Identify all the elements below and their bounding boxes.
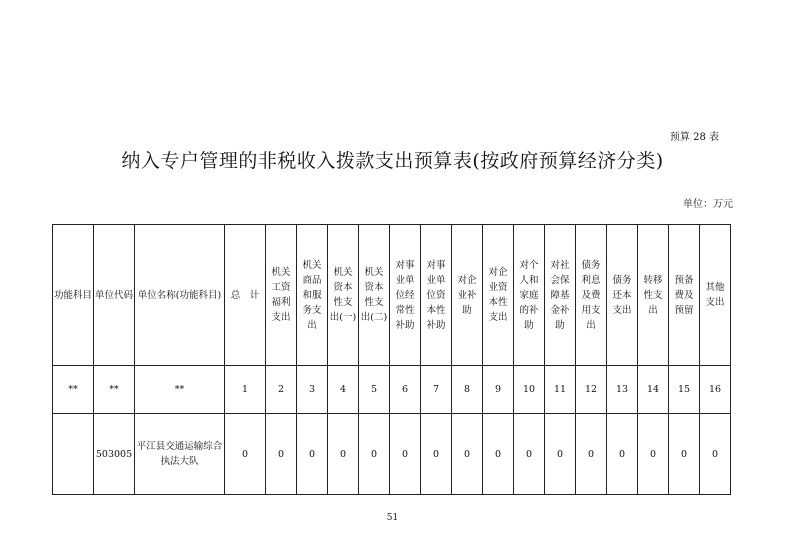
table-cell: 0: [700, 414, 731, 495]
header-cell: 对事业单位资本性补助: [421, 225, 452, 366]
table-cell: 0: [576, 414, 607, 495]
header-cell: 对社会保障基金补助: [545, 225, 576, 366]
header-cell: 功能科目: [53, 225, 94, 366]
header-cell: 债务利息及费用支出: [576, 225, 607, 366]
table-cell: 0: [390, 414, 421, 495]
header-row: [53, 225, 731, 366]
header-cell: 机关资本性支出(二): [359, 225, 390, 366]
table-cell: 0: [607, 414, 638, 495]
index-cell: 5: [359, 366, 390, 414]
header-cell: 债务还本支出: [607, 225, 638, 366]
table-cell: 0: [359, 414, 390, 495]
index-cell: 4: [328, 366, 359, 414]
index-cell: 14: [638, 366, 669, 414]
header-cell: 机关资本性支出(一): [328, 225, 359, 366]
header-cell: 单位代码: [94, 225, 135, 366]
unit-label: 单位：万元: [683, 199, 733, 210]
page-title: 纳入专户管理的非税收入拨款支出预算表(按政府预算经济分类): [121, 150, 664, 172]
index-cell: 11: [545, 366, 576, 414]
table-number: 预算 28 表: [669, 132, 719, 143]
index-cell: 10: [514, 366, 545, 414]
table-cell: 503005: [94, 414, 135, 495]
table-cell: 平江县交通运输综合执法大队: [135, 414, 225, 495]
index-row: [53, 366, 731, 414]
index-cell: 9: [483, 366, 514, 414]
index-cell: 16: [700, 366, 731, 414]
table-cell: 0: [328, 414, 359, 495]
table-cell: 0: [483, 414, 514, 495]
table-cell: 0: [225, 414, 266, 495]
budget-table: [52, 224, 731, 495]
header-cell: 总 计: [225, 225, 266, 366]
table-cell: 0: [669, 414, 700, 495]
index-cell: **: [53, 366, 94, 414]
table-cell: 0: [638, 414, 669, 495]
index-cell: **: [94, 366, 135, 414]
header-cell: 对企业资本性支出: [483, 225, 514, 366]
index-cell: 7: [421, 366, 452, 414]
header-cell: 单位名称(功能科目): [135, 225, 225, 366]
table-row: [53, 414, 731, 495]
index-cell: **: [135, 366, 225, 414]
header-cell: 转移性支出: [638, 225, 669, 366]
header-cell: 机关工资福利支出: [266, 225, 297, 366]
index-cell: 13: [607, 366, 638, 414]
header-cell: 预备费及预留: [669, 225, 700, 366]
header-cell: 机关商品和服务支出: [297, 225, 328, 366]
index-cell: 1: [225, 366, 266, 414]
table-cell: 0: [545, 414, 576, 495]
index-cell: 15: [669, 366, 700, 414]
header-cell: 对企业补助: [452, 225, 483, 366]
table-cell: [53, 414, 94, 495]
index-cell: 3: [297, 366, 328, 414]
table-cell: 0: [297, 414, 328, 495]
table-cell: 0: [514, 414, 545, 495]
index-cell: 6: [390, 366, 421, 414]
page-number: 51: [386, 513, 399, 523]
table-cell: 0: [266, 414, 297, 495]
table-cell: 0: [452, 414, 483, 495]
index-cell: 2: [266, 366, 297, 414]
header-cell: 其他支出: [700, 225, 731, 366]
header-cell: 对个人和家庭的补助: [514, 225, 545, 366]
header-cell: 对事业单位经常性补助: [390, 225, 421, 366]
index-cell: 12: [576, 366, 607, 414]
index-cell: 8: [452, 366, 483, 414]
table-cell: 0: [421, 414, 452, 495]
